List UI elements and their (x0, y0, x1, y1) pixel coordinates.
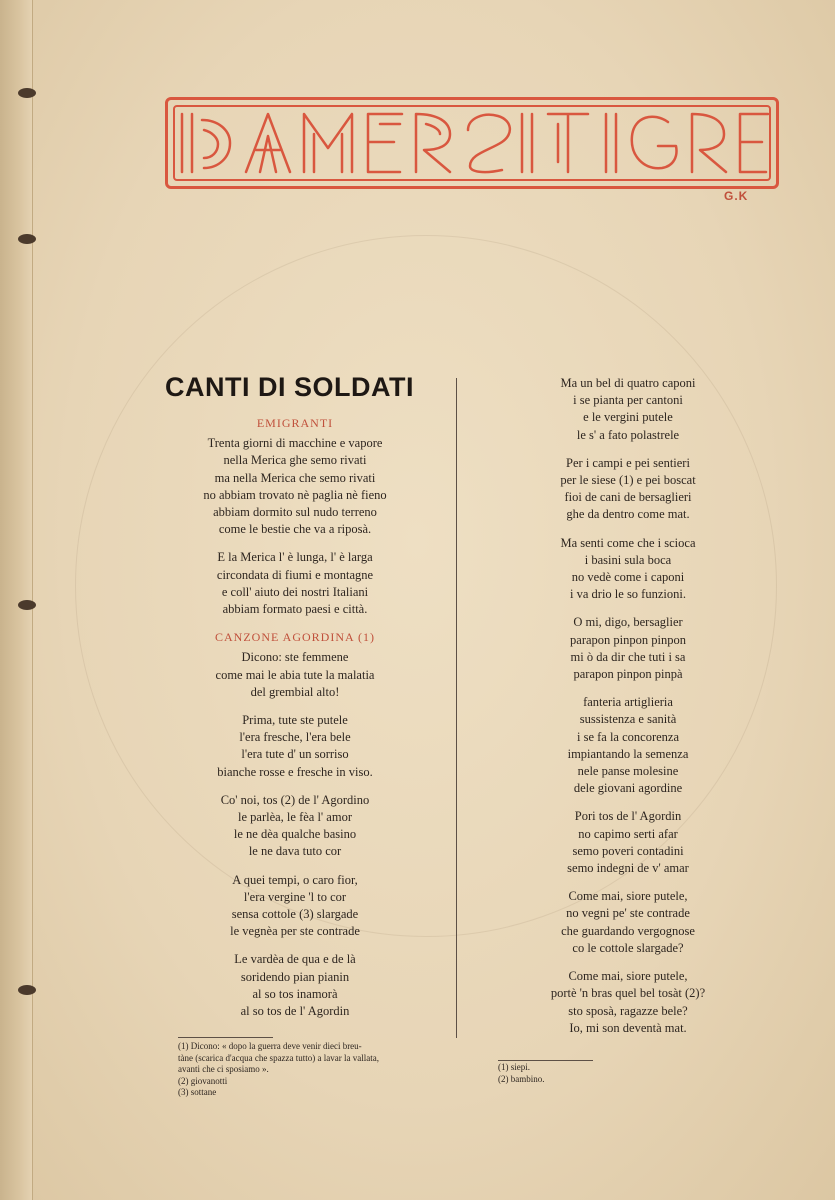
verse-line: e coll' aiuto dei nostri Italiani (221, 584, 369, 599)
section-heading: CANZONE AGORDINA (1) (215, 630, 375, 645)
verse-stanza (498, 375, 758, 444)
section-heading: EMIGRANTI (256, 416, 334, 430)
verse-line: ghe da dentro come mat. (566, 507, 690, 522)
verse-line: portè 'n bras quel bel tosàt (2)? (550, 986, 706, 1001)
verse-line: semo poveri contadini (572, 843, 684, 858)
verse-line: no vedè come i caponi (571, 570, 685, 585)
verse-line: parapon pinpon pinpon (570, 632, 686, 647)
verse-line: O mi, digo, bersaglier (573, 615, 683, 630)
verse-line: le parlèa, le fèa l' amor (238, 810, 352, 825)
verse-line: nella Merica ghe semo rivati (223, 453, 367, 468)
verse-stanza (160, 649, 430, 701)
verse-stanza (498, 888, 758, 957)
verse-line: no capimo serti afar (578, 826, 678, 841)
verse-line: impiantando la semenza (567, 746, 689, 761)
verse-line: Per i campi e pei sentieri (566, 455, 690, 470)
verse-line: al so tos de l' Agordin (240, 1004, 350, 1019)
verse-line: semo indegni de v' amar (567, 861, 689, 876)
footnote: (1) siepi. (498, 1062, 530, 1072)
verse-line: l'era tute d' un sorriso (241, 747, 349, 762)
verse-line: dele giovani agordine (573, 781, 683, 796)
verse-line: l'era fresche, l'era bele (239, 730, 351, 745)
verse-line: Come mai, siore putele, (568, 969, 688, 984)
verse-line: fioi de cani de bersaglieri (564, 490, 692, 505)
verse-line: E la Merica l' è lunga, l' è larga (217, 550, 373, 565)
verse-line: i se pianta per cantoni (573, 393, 683, 408)
masthead-banner (165, 97, 779, 189)
verse-stanza (498, 808, 758, 877)
verse-line: bianche rosse e fresche in viso. (217, 764, 373, 779)
footnote: tàne (scarica d'acqua che spazza tutto) a lavar la vallata, (178, 1052, 380, 1063)
verse-stanza (160, 951, 430, 1020)
verse-line: Ma un bel di quatro caponi (560, 376, 696, 390)
verse-line: sensa cottole (3) slargade (231, 907, 359, 922)
binding-pin (18, 985, 36, 995)
verse-line: e le vergini putele (583, 410, 673, 425)
footnote: (1) Dicono: « dopo la guerra deve venir dieci breu- (178, 1041, 362, 1051)
footnote: (2) giovanotti (178, 1075, 228, 1086)
artist-signature: G.K (724, 189, 749, 203)
verse-line: Pori tos de l' Agordin (574, 809, 682, 824)
verse-line: l'era vergine 'l to cor (243, 889, 347, 904)
verse-line: fanteria artiglieria (583, 695, 673, 710)
verse-line: le ne dava tuto cor (248, 844, 342, 859)
verse-line: Ma senti come che i scioca (560, 535, 696, 550)
verse-line: che guardando vergognose (561, 923, 695, 938)
verse-line: Io, mi son deventà mat. (569, 1020, 687, 1035)
footnotes-left (178, 1041, 448, 1099)
verse-line: sussistenza e sanità (579, 712, 677, 727)
page-binding (0, 0, 33, 1200)
verse-line: i basini sula boca (584, 552, 672, 567)
verse-line: come mai le abia tute la malatia (215, 667, 375, 682)
verse-line: al so tos inamorà (252, 986, 338, 1001)
verse-line: sto sposà, ragazze bele? (568, 1003, 688, 1018)
verse-line: Dicono: ste femmene (241, 650, 349, 665)
verse-line: le ne dèa qualche basino (233, 827, 357, 842)
verse-line: del grembial alto! (250, 684, 340, 699)
footnote-rule (178, 1037, 273, 1038)
verse-stanza (498, 535, 758, 604)
verse-stanza (160, 549, 430, 618)
footnote: avanti che ci sposiamo ». (178, 1064, 269, 1074)
left-column (160, 415, 430, 1031)
verse-stanza (160, 792, 430, 861)
column-divider (456, 378, 457, 1038)
verse-line: mi ò da dir che tuti i sa (570, 649, 686, 664)
masthead-lettering-logo (168, 100, 776, 186)
verse-line: abbiam dormito sul nudo terreno (213, 505, 377, 520)
binding-pin (18, 234, 36, 244)
verse-line: soridendo pian pianin (240, 969, 350, 984)
verse-line: co le cottole slargade? (572, 940, 684, 955)
verse-line: A quei tempi, o caro fior, (232, 872, 358, 887)
verse-line: abbiam formato paesi e città. (222, 602, 368, 617)
binding-pin (18, 88, 36, 98)
verse-line: Trenta giorni di macchine e vapore (207, 436, 383, 451)
verse-line: Le vardèa de qua e de là (234, 952, 356, 967)
footnote: (3) sottane (178, 1087, 217, 1097)
verse-stanza (498, 455, 758, 524)
verse-stanza (160, 872, 430, 941)
verse-line: Co' noi, tos (2) de l' Agordino (220, 792, 370, 807)
binding-pin (18, 600, 36, 610)
footnote-rule (498, 1060, 593, 1061)
verse-line: no abbiam trovato nè paglia nè fieno (203, 487, 387, 502)
footnotes-right (498, 1062, 648, 1085)
verse-stanza (498, 694, 758, 797)
verse-line: circondata di fiumi e montagne (216, 567, 374, 582)
verse-line: Come mai, siore putele, (568, 889, 688, 904)
verse-line: Prima, tute ste putele (242, 713, 348, 728)
right-column (498, 375, 758, 1048)
verse-stanza (160, 435, 430, 538)
verse-stanza (498, 614, 758, 683)
verse-stanza (498, 968, 758, 1037)
verse-line: nele panse molesine (577, 764, 679, 779)
verse-line: i va drio le so funzioni. (570, 587, 686, 602)
verse-line: i se fa la concorenza (576, 729, 680, 744)
page-title: CANTI DI SOLDATI (165, 372, 414, 402)
verse-line: ma nella Merica che semo rivati (214, 470, 376, 485)
verse-line: le s' a fato polastrele (576, 427, 680, 442)
footnote: (2) bambino. (498, 1073, 545, 1084)
verse-stanza (160, 712, 430, 781)
verse-line: le vegnèa per ste contrade (230, 924, 360, 939)
verse-line: parapon pinpon pinpà (573, 667, 683, 682)
verse-line: come le bestie che va a riposà. (218, 522, 372, 537)
verse-line: no vegni pe' ste contrade (566, 906, 690, 921)
verse-line: per le siese (1) e pei boscat (560, 473, 696, 488)
